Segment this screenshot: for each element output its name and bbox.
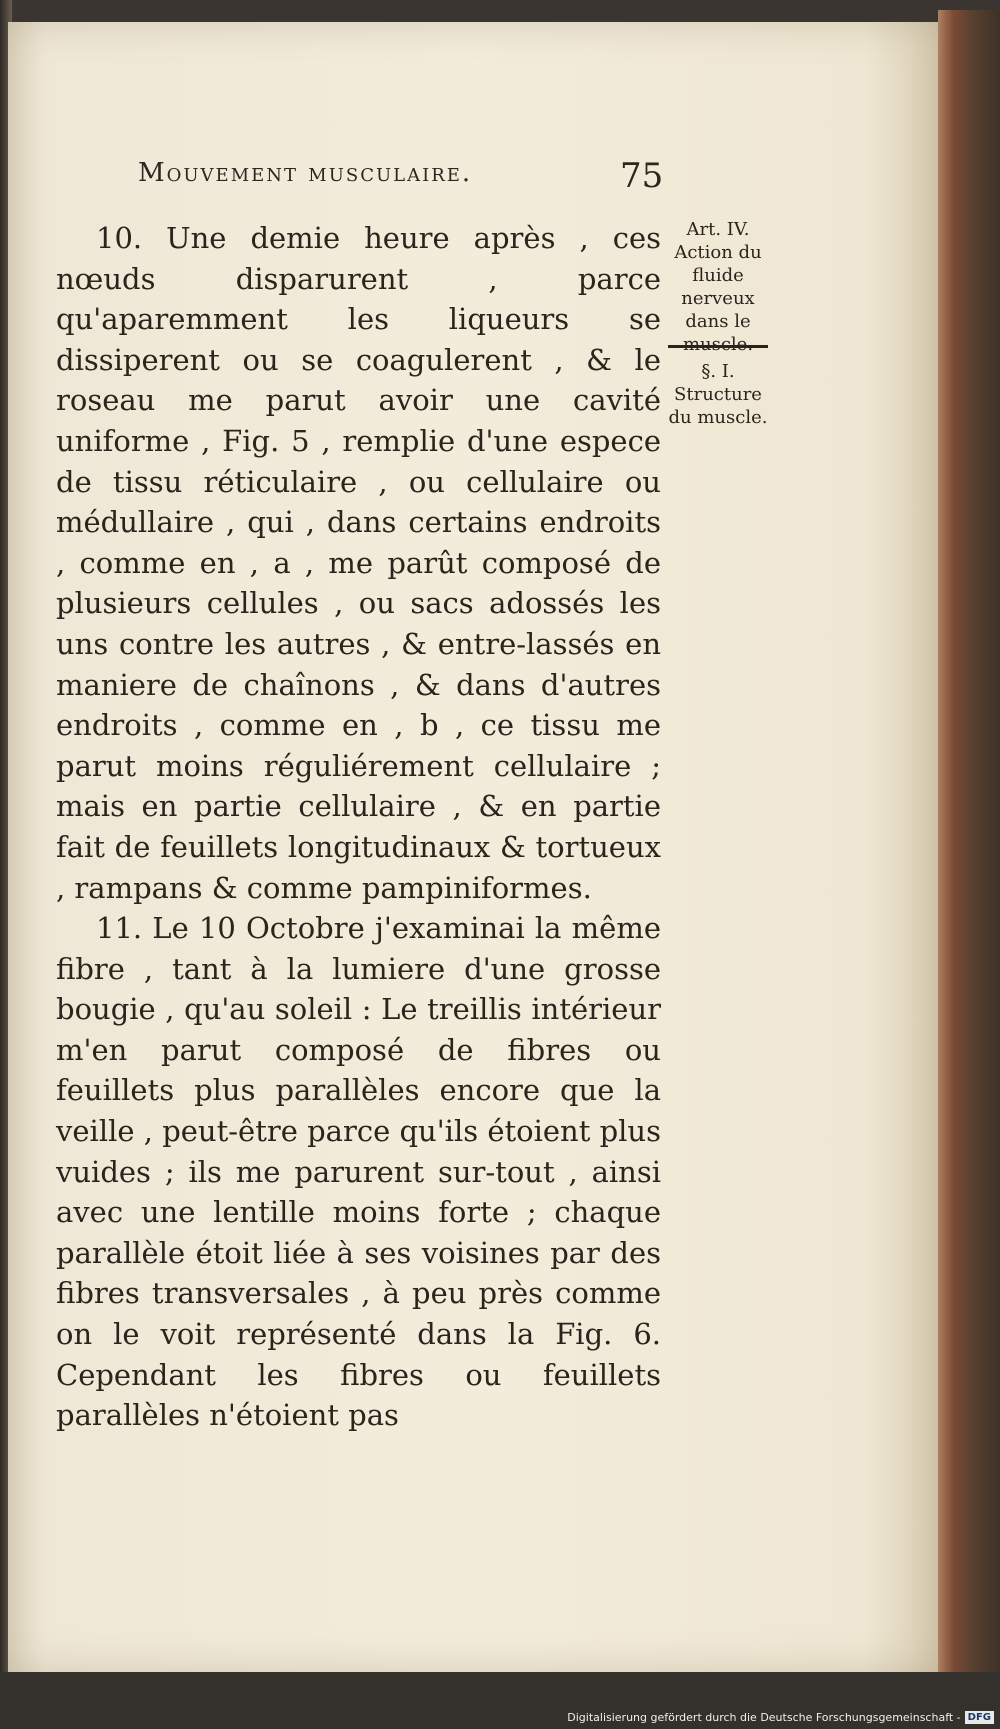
body-text xyxy=(56,218,661,1436)
running-title: Mouvement musculaire. xyxy=(138,158,473,188)
paragraph-11 xyxy=(56,908,661,1436)
paragraph-10 xyxy=(56,218,661,908)
dfg-logo: DFG xyxy=(965,1711,994,1724)
margin-rule xyxy=(668,345,768,348)
margin-note-section: §. I. Structure du muscle. xyxy=(668,361,768,428)
digitization-credit xyxy=(567,1709,994,1725)
margin-note-article: Art. IV. Action du fluide nerveux dans le xyxy=(674,219,762,332)
page-number: 75 xyxy=(620,156,664,196)
paragraph-11-text: 11. Le 10 Octobre j'examinai la même fibre , tant à la lumiere d'une grosse bougie , qu'au soleil : Le treillis intérieur m'en parut composé de fibres ou feuillets plus parallèles encore que la veille , peut-être parce qu'ils étoient plus vuides ; ils me parurent sur-tout , ainsi avec une lentille moins forte ; chaque parallèle étoit liée à ses voisines par des fibres transversales , à peu près comme on le voit représenté dans la Fig. 6. Cependant les fibres ou feuillets parallèles n'étoient pas xyxy=(56,911,661,1433)
book-edge xyxy=(938,10,1000,1690)
credit-text: Digitalisierung gefördert durch die Deutsche Forschungsgemeinschaft - xyxy=(567,1710,961,1724)
paragraph-10-text: 10. Une demie heure après , ces nœuds disparurent , parce qu'aparemment les liqueurs se dissiperent ou se coagulerent , & le roseau me parut avoir une cavité uniforme , Fig. 5 , remplie d'une espece de tissu réticulaire , ou cellulaire ou médullaire , qui , dans certains endroits , comme en , a , me parût composé de plusieurs cellules , ou sacs adossés les uns contre les autres , & entre-lassés en maniere de chaînons , & dans d'autres endroits , comme en , b , ce tissu me parut moins réguliérement cellulaire ; mais en partie cellulaire , & en partie fait de feuillets longitudinaux & tortueux , rampans & comme pampiniformes. xyxy=(56,221,661,905)
